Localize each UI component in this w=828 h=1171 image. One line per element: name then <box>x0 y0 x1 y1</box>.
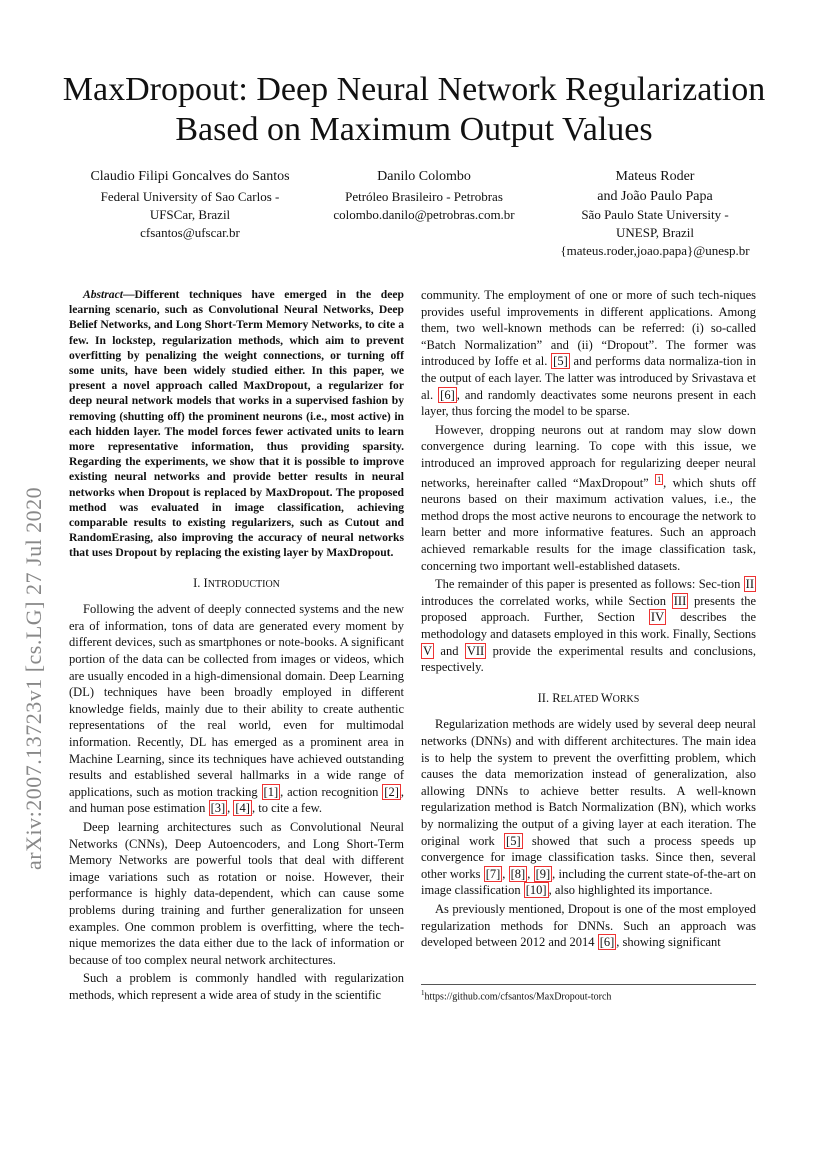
citation-link[interactable]: [3] <box>210 801 226 816</box>
intro-paragraph-1 <box>69 601 404 817</box>
text-run: , action recognition <box>280 784 383 799</box>
footnote-url[interactable]: https://github.com/cfsantos/MaxDropout-torch <box>424 991 612 1003</box>
citation-link[interactable]: [7] <box>485 866 501 881</box>
section-link[interactable]: V <box>423 643 433 658</box>
text-run: presents the proposed approach. Further, Section <box>421 593 757 625</box>
text-run: , which shuts off neurons based on their maximum activation values, i.e., the method drops the most active neurons to encourage the network to learn better and more informative features. Such an approach achieved remarkable results for the image classification task, concerning two important well-established datasets. <box>421 475 756 573</box>
author-affiliation: UFSCar, Brazil <box>149 207 231 222</box>
section-number: I. <box>193 575 204 590</box>
text-run: The remainder of this paper is presented as follows: Sec-tion <box>435 577 744 592</box>
citation-link[interactable]: [8] <box>510 866 526 881</box>
author-name: Mateus Roder <box>615 169 695 184</box>
intro-paragraph-2: Deep learning architectures such as Convolutional Neural Networks (CNNs), Deep Autoencoders, and Long Short-Term Memory Networks are powerful tools that deal with different image variations such as rotation or noise. However, their performance is highly data-dependent, which can cause some problems during training and further generalization for unseen examples. One common problem is overfitting, where the tech-nique memorizes the data either due to the lack of information or because of too complex neural network architectures. <box>69 819 404 967</box>
author-email: colombo.danilo@petrobras.com.br <box>333 207 515 222</box>
section-initial: W <box>600 690 613 705</box>
text-run: , to cite a few. <box>251 801 322 816</box>
text-run: , also highlighted its importance. <box>548 883 713 898</box>
title-line-1: MaxDropout: Deep Neural Network Regularization <box>62 71 766 108</box>
footnote <box>421 984 756 1002</box>
citation-link[interactable]: [5] <box>506 833 521 848</box>
text-run: , showing significant <box>616 935 721 950</box>
text-run: Following the advent of deeply connected systems and the new era of information, tons of data are generated every moment by different devices, such as smartphones or note-books. A significant portion of the data can be collected from images or videos, which are usually encoded in a high-dimensional domain. Deep Learning (DL) techniques have been broadly employed in different knowledge fields, mainly due to their ability to create authentic representations of the real world, even for multimodal information. Recently, DL has emerged as a prominent area in Machine Learning, since its techniques have achieved outstanding results and established several hallmarks in a wide range of applications, such as motion tracking <box>69 602 404 799</box>
author-block-1 <box>60 168 320 242</box>
text-run: , and randomly deactivates some neurons present in each layer, thus forcing the model to be sparse. <box>421 387 756 419</box>
section-link[interactable]: II <box>745 577 754 592</box>
abstract <box>69 287 404 561</box>
footnote-link[interactable]: 1 <box>657 474 662 484</box>
citation-link[interactable]: [1] <box>263 784 279 799</box>
section-title: ORKS <box>612 693 640 705</box>
author-affiliation: São Paulo State University - <box>581 207 729 222</box>
author-affiliation: Federal University of Sao Carlos - <box>100 189 280 204</box>
section-link[interactable]: VII <box>466 643 485 658</box>
section-heading-introduction <box>69 575 404 594</box>
paper-title <box>40 70 788 150</box>
text-run: However, dropping neurons out at random may slow down convergence during learning. To cope with this issue, we introduced an improved approach for regularizing deeper neural networks, hereinafter called “MaxDropout” <box>421 422 756 490</box>
author-email: {mateus.roder,joao.papa}@unesp.br <box>560 243 750 258</box>
related-paragraph-1 <box>421 716 756 899</box>
citation-link[interactable]: [2] <box>384 784 399 799</box>
text-run: Regularization methods are widely used by several deep neural networks (DNNs) and with different architectures. The main idea is to help the system to prevent the overfitting problem, which causes the data memorization instead of generalization, also allowing DNNs to achieve better results. A well-known regularization method is Batch Normalization (BN), which works by normalizing the output of a giving layer at each iteration. The original work <box>421 717 756 848</box>
text-run: and performs data normaliza-tion in the output of each layer. The latter was introduced by Srivastava et al. <box>421 354 756 402</box>
citation-link[interactable]: [6] <box>599 935 615 950</box>
text-run: , including the current state-of-the-art on image classification <box>421 866 757 898</box>
section-initial: I <box>203 575 208 590</box>
author-block-3 <box>540 168 770 260</box>
right-paragraph-3 <box>421 576 756 676</box>
text-run: and <box>434 643 465 658</box>
title-line-2: Based on Maximum Output Values <box>175 111 653 148</box>
text-run: describes the methodology and datasets employed in this work. Finally, Sections <box>421 610 756 642</box>
author-email: cfsantos@ufscar.br <box>140 225 240 240</box>
right-paragraph-1 <box>421 287 756 420</box>
right-column <box>421 287 756 953</box>
section-link[interactable]: IV <box>650 610 665 625</box>
text-run: As previously mentioned, Dropout is one of the most employed regularization methods for DNNs. Such an approach was developed between 2012 and 2014 <box>421 901 756 950</box>
author-affiliation: Petróleo Brasileiro - Petrobras <box>345 189 503 204</box>
related-paragraph-2 <box>421 901 756 951</box>
text-run: provide the experimental results and conclusions, respectively. <box>421 643 756 675</box>
section-heading-related-works <box>421 690 756 709</box>
abstract-text: —Different techniques have emerged in the deep learning scenario, such as Convolutional Neural Networks, Deep Belief Networks, and Long Short-Term Memory Networks, to cite a few. In lockstep, regularization methods, which aim to prevent overfitting by penalizing the weight connections, or turning off some units, have been widely studied either. In this paper, we present a novel approach called MaxDropout, a regularizer for deep neural network models that works in a supervised fashion by removing (shutting off) the prominent neurons (i.e., most active) in each hidden layer. The model forces fewer activated units to learn more representative information, thus providing sparsity. Regarding the experiments, we show that it is possible to improve existing neural networks and provide better results in neural networks when Dropout is replaced by MaxDropout. The proposed method was evaluated in image classification, achieving comparable results to existing regularizers, such as Cutout and RandomErasing, also improving the accuracy of neural networks that uses Dropout by replacing the existing layer by MaxDropout. <box>69 288 404 560</box>
text-run: showed that such a process speeds up convergence for image classification tasks. Since then, several other works <box>421 833 756 881</box>
author-name: Danilo Colombo <box>377 169 471 184</box>
arxiv-stamp: arXiv:2007.13723v1 [cs.LG] 27 Jul 2020 <box>21 486 46 870</box>
text-run: , <box>227 801 234 816</box>
section-title: NTRODUCTION <box>207 578 280 590</box>
text-run: community. The employment of one or more of such tech-niques provides useful improvements in different applications. Among them, two well-known methods can be referred: (i) so-called “Batch Normalization” and (ii) “Dropout”. The former was introduced by Ioffe et al. <box>421 288 756 369</box>
text-run: , <box>502 866 509 881</box>
citation-link[interactable]: [4] <box>235 801 250 816</box>
author-name: Claudio Filipi Goncalves do Santos <box>90 169 290 184</box>
footnote-marker: 1 <box>421 989 425 997</box>
text-run: introduces the correlated works, while Section <box>421 593 672 608</box>
author-block-2 <box>314 168 534 224</box>
citation-link[interactable]: [9] <box>535 866 551 881</box>
author-affiliation: UNESP, Brazil <box>616 225 694 240</box>
section-initial: R <box>552 690 561 705</box>
right-paragraph-2 <box>421 422 756 575</box>
section-title: ELATED <box>560 693 601 705</box>
left-column <box>69 287 404 1006</box>
citation-link[interactable]: [5] <box>553 354 568 369</box>
citation-link[interactable]: [10] <box>525 883 547 898</box>
author-name-2: and João Paulo Papa <box>597 189 713 204</box>
text-run: , <box>527 866 534 881</box>
abstract-label: Abstract <box>83 288 123 301</box>
section-number: II. <box>537 690 553 705</box>
citation-link[interactable]: [6] <box>440 387 455 402</box>
intro-paragraph-3: Such a problem is commonly handled with regularization methods, which represent a wide area of study in the scientific <box>69 971 404 1002</box>
section-link[interactable]: III <box>673 593 687 608</box>
text-run: , and human pose estimation <box>69 784 404 816</box>
